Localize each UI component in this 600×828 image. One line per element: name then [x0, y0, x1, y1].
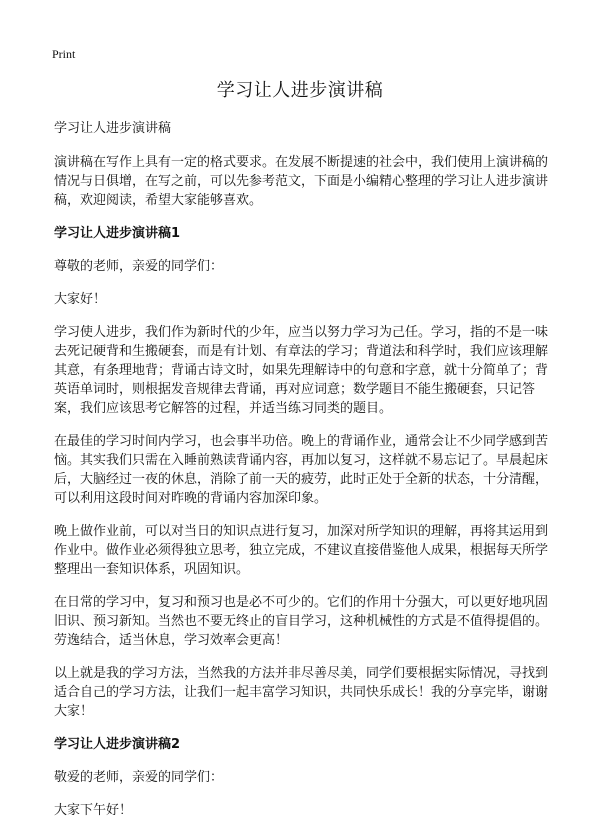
- paragraph-1-3: 晚上做作业前，可以对当日的知识点进行复习，加深对所学知识的理解，再将其运用到作业中。做作业必须得独立思考，独立完成，不建议直接借鉴他人成果，根据每天所学整理出一套知识体系，巩固知识。: [54, 524, 549, 577]
- intro-paragraph: 演讲稿在写作上具有一定的格式要求。在发展不断提速的社会中，我们使用上演讲稿的情况与日俱增，在写之前，可以先参考范文，下面是小编精心整理的学习让人进步演讲稿，欢迎阅读，希望大家能够喜欢。: [54, 155, 549, 208]
- salutation-1: 尊敬的老师，亲爱的同学们：: [54, 259, 224, 274]
- paragraph-1-2: 在最佳的学习时间内学习，也会事半功倍。晚上的背诵作业，通常会让不少同学感到苦恼。其实我们只需在入睡前熟读背诵内容，再加以复习，这样就不易忘记了。早晨起床后，大脑经过一夜的休息，消除了前一天的疲劳，此时正处于全新的状态，十分清醒，可以利用这段时间对昨晚的背诵内容加深印象。: [54, 434, 549, 506]
- greeting-1: 大家好！: [54, 292, 107, 307]
- paragraph-1-5: 以上就是我的学习方法，当然我的方法并非尽善尽美，同学们要根据实际情况，寻找到适合自己的学习方法，让我们一起丰富学习知识，共同快乐成长！我的分享完毕，谢谢大家！: [54, 666, 549, 719]
- salutation-2: 敬爱的老师，亲爱的同学们：: [54, 770, 224, 785]
- document-title: 学习让人进步演讲稿: [216, 80, 384, 101]
- paragraph-1-1: 学习使人进步，我们作为新时代的少年，应当以努力学习为己任。学习，指的不是一味去死记硬背和生搬硬套，而是有计划、有章法的学习；背道法和科学时，我们应该理解其意，有条理地背；背诵古诗文时，如果先理解诗中的句意和字意，就十分简单了；背英语单词时，则根据发音规律去背诵，再对应词意；数学题目不能生搬硬套，只记答案，我们应该思考它解答的过程，并适当练习同类的题目。: [54, 325, 549, 416]
- greeting-2: 大家下午好！: [54, 803, 133, 818]
- section-heading-2: 学习让人进步演讲稿2: [54, 737, 181, 752]
- section-heading-1: 学习让人进步演讲稿1: [54, 226, 181, 241]
- document-body: [54, 119, 550, 828]
- print-link[interactable]: Print: [52, 47, 76, 61]
- document-subtitle: 学习让人进步演讲稿: [54, 121, 172, 136]
- paragraph-1-4: 在日常的学习中，复习和预习也是必不可少的。它们的作用十分强大，可以更好地巩固旧识、预习新知。当然也不要无终止的盲目学习，这种机械性的方式是不值得提倡的。劳逸结合，适当休息，学习效率会更高！: [54, 595, 549, 648]
